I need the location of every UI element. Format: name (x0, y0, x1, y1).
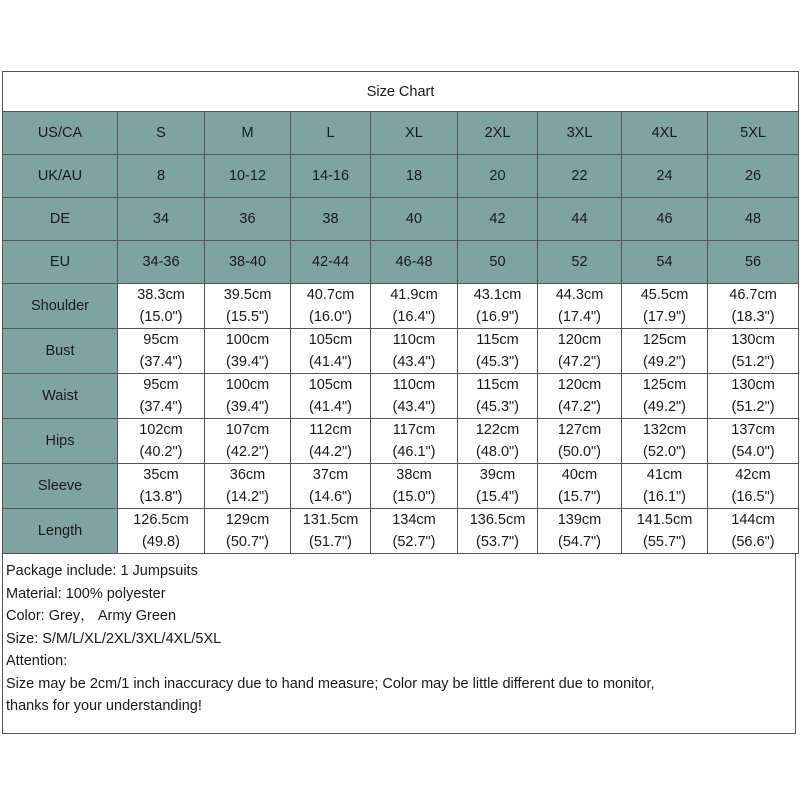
size-cell: 4XL (622, 112, 708, 155)
measurement-cell (205, 329, 291, 374)
measurement-cell (538, 509, 622, 554)
size-cell: 34 (118, 198, 205, 241)
inch-value: (46.1") (392, 444, 436, 460)
inch-value: (49.8) (142, 534, 180, 550)
measurement-cell (622, 329, 708, 374)
inch-value: (17.4") (557, 309, 602, 325)
cm-value: 122cm (475, 422, 520, 438)
cm-value: 110cm (392, 332, 436, 348)
measurement-cell (291, 419, 371, 464)
measurement-cell (118, 509, 205, 554)
cm-value: 139cm (557, 512, 602, 528)
measurement-row (3, 509, 799, 554)
note-line: Material: 100% polyester (6, 585, 166, 602)
inch-value: (51.2") (731, 399, 775, 415)
measurement-cell (205, 419, 291, 464)
inch-value: (15.4") (475, 489, 520, 505)
measurement-cell (371, 374, 458, 419)
size-cell: S (118, 112, 205, 155)
measurement-row (3, 374, 799, 419)
size-cell: 36 (205, 198, 291, 241)
measurement-cell (291, 509, 371, 554)
measurement-cell (118, 329, 205, 374)
inch-value: (16.0") (308, 309, 353, 325)
note-line: Size: S/M/L/XL/2XL/3XL/4XL/5XL (6, 630, 222, 647)
measurement-cell (291, 374, 371, 419)
inch-value: (50.7") (225, 534, 270, 550)
note-line: Color: Grey， Army Green (6, 608, 177, 624)
cm-value: 43.1cm (473, 287, 522, 303)
inch-value: (42.2") (225, 444, 270, 460)
measurement-cell (458, 284, 538, 329)
size-cell: 22 (538, 155, 622, 198)
row-label: Bust (3, 329, 118, 374)
cm-value: 36cm (229, 467, 266, 483)
cm-value: 35cm (143, 467, 179, 483)
measurement-cell (708, 419, 799, 464)
size-cell: 44 (538, 198, 622, 241)
size-cell: 14-16 (291, 155, 371, 198)
size-cell: 3XL (538, 112, 622, 155)
measurement-cell (708, 464, 799, 509)
measurement-cell (371, 419, 458, 464)
size-cell: 10-12 (205, 155, 291, 198)
inch-value: (37.4") (139, 399, 183, 415)
measurement-cell (118, 419, 205, 464)
measurement-cell (538, 419, 622, 464)
size-cell: 48 (708, 198, 799, 241)
size-cell: 38 (291, 198, 371, 241)
measurement-cell (622, 374, 708, 419)
inch-value: (45.3") (475, 399, 520, 415)
cm-value: 115cm (476, 332, 519, 348)
inch-value: (44.2") (308, 444, 353, 460)
measurement-cell (622, 464, 708, 509)
inch-value: (52.7") (392, 534, 436, 550)
cm-value: 141.5cm (636, 512, 693, 528)
size-cell: 40 (371, 198, 458, 241)
inch-value: (13.8") (139, 489, 183, 505)
cm-value: 38.3cm (137, 287, 185, 303)
cm-value: 40.7cm (306, 287, 355, 303)
measurement-cell (291, 464, 371, 509)
size-cell: 5XL (708, 112, 799, 155)
size-chart-table (2, 71, 799, 554)
size-cell: 38-40 (205, 241, 291, 284)
inch-value: (47.2") (557, 354, 602, 370)
inch-value: (51.7") (308, 534, 353, 550)
cm-value: 95cm (143, 377, 179, 393)
inch-value: (15.7") (557, 489, 602, 505)
cm-value: 132cm (642, 422, 687, 438)
measurement-cell (538, 464, 622, 509)
size-cell: 8 (118, 155, 205, 198)
row-label: Sleeve (3, 464, 118, 509)
inch-value: (39.4") (225, 399, 270, 415)
cm-value: 125cm (642, 377, 687, 393)
inch-value: (40.2") (139, 444, 183, 460)
measurement-cell (538, 284, 622, 329)
inch-value: (43.4") (392, 399, 436, 415)
title-row (3, 72, 799, 112)
cm-value: 110cm (392, 377, 436, 393)
measurement-row (3, 284, 799, 329)
inch-value: (55.7") (642, 534, 687, 550)
measurement-cell (622, 284, 708, 329)
measurement-cell (291, 284, 371, 329)
inch-value: (39.4") (225, 354, 270, 370)
size-cell: 20 (458, 155, 538, 198)
inch-value: (16.1") (642, 489, 687, 505)
size-cell: 24 (622, 155, 708, 198)
cm-value: 117cm (392, 422, 436, 438)
measurement-cell (458, 509, 538, 554)
inch-value: (54.7") (557, 534, 602, 550)
measurement-cell (205, 284, 291, 329)
row-label: Length (3, 509, 118, 554)
note-line: Package include: 1 Jumpsuits (6, 563, 198, 579)
row-label: EU (3, 241, 118, 284)
inch-value: (14.2") (225, 489, 270, 505)
row-label: DE (3, 198, 118, 241)
inch-value: (41.4") (308, 354, 353, 370)
measurement-cell (118, 374, 205, 419)
inch-value: (45.3") (475, 354, 520, 370)
cm-value: 115cm (476, 377, 519, 393)
notes-box (2, 554, 796, 734)
measurement-cell (708, 284, 799, 329)
inch-value: (47.2") (557, 399, 602, 415)
inch-value: (15.0") (392, 489, 436, 505)
cm-value: 137cm (731, 422, 775, 438)
cm-value: 46.7cm (729, 287, 777, 303)
inch-value: (56.6") (731, 534, 775, 550)
measurement-cell (708, 329, 799, 374)
size-row (3, 241, 799, 284)
chart-title: Size Chart (3, 72, 799, 112)
inch-value: (49.2") (642, 354, 687, 370)
inch-value: (15.0") (139, 309, 183, 325)
cm-value: 126.5cm (133, 512, 189, 528)
cm-value: 39cm (479, 467, 516, 483)
cm-value: 41.9cm (390, 287, 438, 303)
measurement-cell (538, 374, 622, 419)
size-cell: 2XL (458, 112, 538, 155)
row-label: UK/AU (3, 155, 118, 198)
size-cell: 56 (708, 241, 799, 284)
cm-value: 39.5cm (223, 287, 272, 303)
size-cell: L (291, 112, 371, 155)
size-cell: 42-44 (291, 241, 371, 284)
note-line: Attention: (6, 653, 68, 669)
cm-value: 95cm (143, 332, 179, 348)
note-line: thanks for your understanding! (6, 698, 202, 714)
cm-value: 144cm (731, 512, 775, 528)
inch-value: (49.2") (642, 399, 687, 415)
size-cell: 52 (538, 241, 622, 284)
cm-value: 102cm (139, 422, 183, 438)
inch-value: (16.4") (392, 309, 436, 325)
cm-value: 127cm (557, 422, 602, 438)
row-label: Waist (3, 374, 118, 419)
inch-value: (54.0") (731, 444, 775, 460)
inch-value: (18.3") (731, 309, 775, 325)
note-line: Size may be 2cm/1 inch inaccuracy due to hand measure; Color may be little different due to monitor, (6, 675, 655, 692)
cm-value: 131.5cm (302, 512, 359, 528)
cm-value: 44.3cm (555, 287, 604, 303)
inch-value: (16.5") (731, 489, 775, 505)
measurement-cell (205, 374, 291, 419)
measurement-cell (205, 509, 291, 554)
cm-value: 45.5cm (640, 287, 689, 303)
size-row (3, 198, 799, 241)
size-cell: 18 (371, 155, 458, 198)
inch-value: (53.7") (475, 534, 520, 550)
cm-value: 100cm (225, 332, 270, 348)
measurement-cell (458, 464, 538, 509)
row-label: Hips (3, 419, 118, 464)
size-row (3, 155, 799, 198)
inch-value: (51.2") (731, 354, 775, 370)
cm-value: 112cm (309, 422, 352, 438)
size-cell: 34-36 (118, 241, 205, 284)
row-label: Shoulder (3, 284, 118, 329)
inch-value: (50.0") (557, 444, 602, 460)
size-cell: 50 (458, 241, 538, 284)
measurement-cell (538, 329, 622, 374)
inch-value: (48.0") (475, 444, 520, 460)
measurement-cell (622, 419, 708, 464)
size-cell: XL (371, 112, 458, 155)
cm-value: 105cm (308, 332, 353, 348)
measurement-row (3, 329, 799, 374)
measurement-cell (458, 374, 538, 419)
measurement-cell (458, 419, 538, 464)
cm-value: 38cm (396, 467, 432, 483)
size-chart-sheet (2, 71, 798, 731)
measurement-cell (708, 509, 799, 554)
inch-value: (15.5") (225, 309, 270, 325)
measurement-cell (371, 509, 458, 554)
measurement-cell (118, 284, 205, 329)
cm-value: 120cm (557, 377, 602, 393)
cm-value: 107cm (225, 422, 270, 438)
cm-value: 130cm (731, 377, 775, 393)
measurement-cell (708, 374, 799, 419)
inch-value: (41.4") (308, 399, 353, 415)
cm-value: 37cm (312, 467, 349, 483)
cm-value: 130cm (731, 332, 775, 348)
measurement-cell (622, 509, 708, 554)
size-cell: M (205, 112, 291, 155)
cm-value: 40cm (561, 467, 598, 483)
size-cell: 42 (458, 198, 538, 241)
inch-value: (37.4") (139, 354, 183, 370)
measurement-cell (371, 284, 458, 329)
measurement-cell (458, 329, 538, 374)
cm-value: 42cm (735, 467, 771, 483)
cm-value: 100cm (225, 377, 270, 393)
size-cell: 26 (708, 155, 799, 198)
size-cell: 46 (622, 198, 708, 241)
size-row (3, 112, 799, 155)
inch-value: (52.0") (642, 444, 687, 460)
measurement-cell (371, 464, 458, 509)
cm-value: 125cm (642, 332, 687, 348)
inch-value: (43.4") (392, 354, 436, 370)
size-cell: 46-48 (371, 241, 458, 284)
cm-value: 105cm (308, 377, 353, 393)
measurement-cell (118, 464, 205, 509)
measurement-cell (291, 329, 371, 374)
measurement-row (3, 419, 799, 464)
measurement-cell (371, 329, 458, 374)
row-label: US/CA (3, 112, 118, 155)
measurement-cell (205, 464, 291, 509)
cm-value: 120cm (557, 332, 602, 348)
measurement-row (3, 464, 799, 509)
cm-value: 136.5cm (469, 512, 526, 528)
inch-value: (14.6") (308, 489, 353, 505)
cm-value: 129cm (225, 512, 270, 528)
cm-value: 41cm (646, 467, 683, 483)
inch-value: (17.9") (642, 309, 687, 325)
size-cell: 54 (622, 241, 708, 284)
inch-value: (16.9") (475, 309, 520, 325)
cm-value: 134cm (392, 512, 436, 528)
